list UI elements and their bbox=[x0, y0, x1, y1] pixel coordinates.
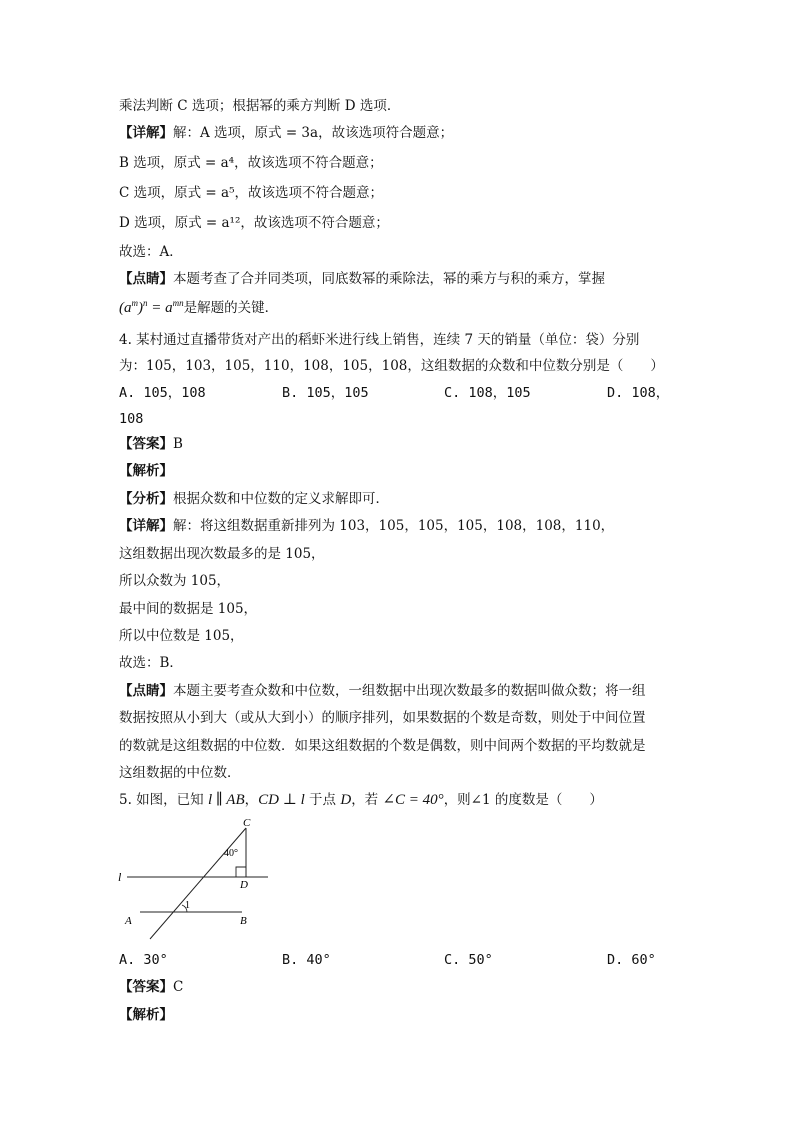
q4-option-c: C. 108，105 bbox=[444, 385, 531, 401]
question-4-line-1: 4. 某村通过直播带货对产出的稻虾米进行线上销售，连续 7 天的销量（单位：袋）分别 bbox=[119, 332, 640, 348]
answer-tag: 【答案】 bbox=[119, 436, 173, 452]
text-line: B 选项，原式 = a⁴，故该选项不符合题意； bbox=[119, 155, 383, 171]
q4-comment-4: 这组数据的中位数． bbox=[119, 765, 241, 781]
q4-detail-5: 所以中位数是 105， bbox=[119, 628, 244, 644]
analysis-tag: 【解析】 bbox=[119, 1007, 173, 1023]
comment-text: 本题考查了合并同类项，同底数幂的乘除法，幂的乘方与积的乘方，掌握 bbox=[173, 271, 605, 287]
analysis-tag: 【解析】 bbox=[119, 463, 173, 479]
q4-detail-1: 解：将这组数据重新排列为 103，105，105，105，108，108，110， bbox=[173, 518, 615, 534]
label-angle-1: 1 bbox=[185, 900, 190, 911]
q4-answer: B bbox=[173, 436, 183, 452]
q4-option-d: D. 108， bbox=[607, 385, 670, 401]
q4-detail-2: 这组数据出现次数最多的是 105， bbox=[119, 546, 325, 562]
comment-tag: 【点睛】 bbox=[119, 683, 173, 699]
label-d: D bbox=[240, 879, 248, 891]
q5-option-a: A. 30° bbox=[119, 952, 168, 968]
q4-option-d-cont: 108 bbox=[119, 411, 144, 427]
q5-math: ∠C = 40° bbox=[382, 792, 444, 808]
label-a: A bbox=[125, 915, 132, 927]
q5-math: CD ⊥ l bbox=[258, 792, 305, 808]
q4-option-b: B. 105，105 bbox=[282, 385, 369, 401]
comment-tag: 【点睛】 bbox=[119, 271, 173, 287]
q5-part: ，则∠1 的度数是（ ） bbox=[443, 792, 603, 808]
q4-detail-4: 最中间的数据是 105， bbox=[119, 601, 258, 617]
q4-answer-line bbox=[119, 434, 183, 454]
label-b: B bbox=[240, 915, 247, 927]
q5-part: ，若 bbox=[351, 792, 383, 808]
q4-comment-2: 数据按照从小到大（或从大到小）的顺序排列，如果数据的个数是奇数，则处于中间位置 bbox=[119, 710, 646, 726]
label-l: l bbox=[118, 870, 122, 884]
power-formula: $(a^m)^n = a^{mn}$ bbox=[119, 298, 184, 316]
formula-suffix: 是解题的关键． bbox=[183, 300, 279, 316]
q5-option-b: B. 40° bbox=[282, 952, 331, 968]
q4-detail-6: 故选：B． bbox=[119, 655, 183, 671]
q5-answer: C bbox=[173, 979, 184, 995]
q5-part: ， bbox=[244, 792, 259, 808]
q4-detail-line bbox=[119, 516, 614, 536]
geometry-figure bbox=[110, 815, 280, 945]
q4-option-a: A. 105，108 bbox=[119, 385, 206, 401]
formula-line bbox=[119, 298, 278, 318]
line-transversal bbox=[150, 828, 246, 939]
q5-part: 于点 bbox=[304, 792, 341, 808]
q4-comment-1: 本题主要考查众数和中位数，一组数据中出现次数最多的数据叫做众数；将一组 bbox=[173, 683, 646, 699]
detail-line-a bbox=[119, 123, 453, 143]
q5-option-d: D. 60° bbox=[607, 952, 656, 968]
detail-tag: 【详解】 bbox=[119, 125, 173, 141]
label-c: C bbox=[243, 817, 251, 829]
q4-analysis: 根据众数和中位数的定义求解即可． bbox=[173, 491, 389, 507]
label-angle-40: 40° bbox=[224, 848, 238, 859]
comment-line bbox=[119, 269, 605, 289]
right-angle-mark bbox=[236, 867, 246, 877]
q4-detail-3: 所以众数为 105， bbox=[119, 573, 231, 589]
question-4-line-2: 为：105，103，105，110，108，105，108，这组数据的众数和中位数分别是（ ） bbox=[119, 358, 664, 374]
answer-tag: 【答案】 bbox=[119, 979, 173, 995]
fenxi-tag: 【分析】 bbox=[119, 491, 173, 507]
detail-tag: 【详解】 bbox=[119, 518, 173, 534]
question-5-line bbox=[119, 790, 603, 810]
q4-comment-3: 的数就是这组数据的中位数．如果这组数据的个数是偶数，则中间两个数据的平均数就是 bbox=[119, 738, 646, 754]
q5-option-c: C. 50° bbox=[444, 952, 493, 968]
text-line: C 选项，原式 = a⁵，故该选项不符合题意； bbox=[119, 185, 383, 201]
text-line: 故选：A． bbox=[119, 244, 183, 260]
q5-part: 5. 如图，已知 bbox=[119, 792, 208, 808]
q5-math: D bbox=[340, 792, 352, 808]
q4-comment-line-1 bbox=[119, 681, 646, 701]
text-line: D 选项，原式 = a¹²，故该选项不符合题意； bbox=[119, 215, 389, 231]
q5-answer-line bbox=[119, 977, 183, 997]
q4-analysis-line bbox=[119, 489, 389, 509]
text-line: 乘法判断 C 选项；根据幂的乘方判断 D 选项． bbox=[119, 98, 401, 114]
q5-math: l ∥ AB bbox=[207, 792, 245, 808]
detail-text: 解：A 选项，原式 = 3a，故该选项符合题意； bbox=[173, 125, 454, 141]
